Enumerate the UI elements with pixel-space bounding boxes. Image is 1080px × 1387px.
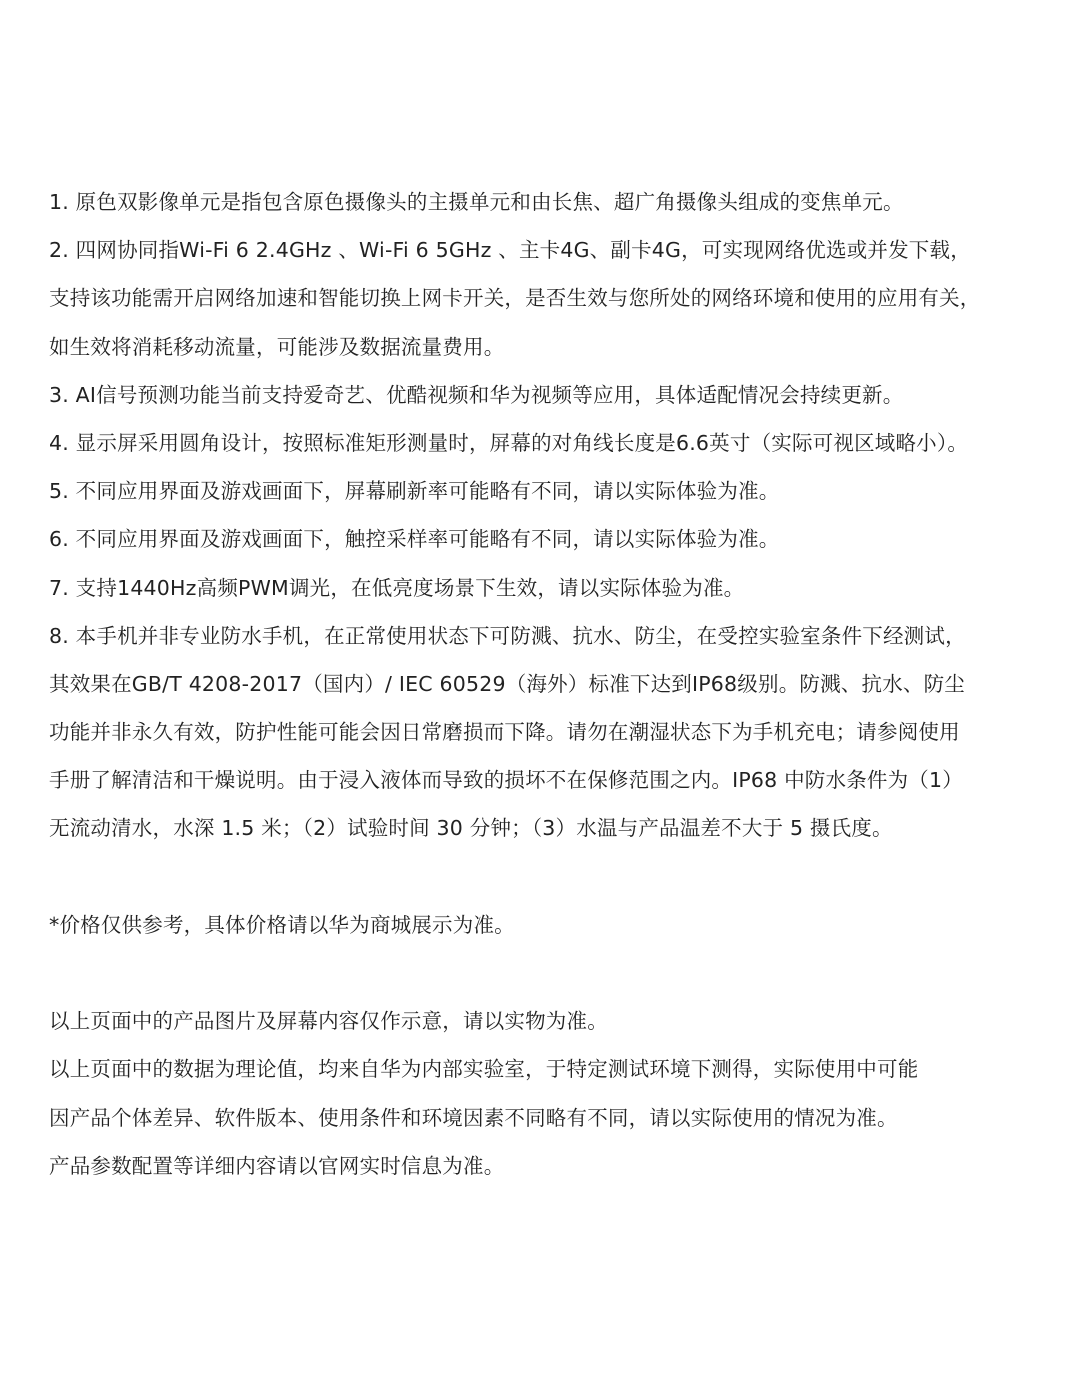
note-line: 支持该功能需开启网络加速和智能切换上网卡开关，是否生效与您所处的网络环境和使用的应用有关， (49, 286, 981, 311)
note-line: 7. 支持1440Hz高频PWM调光，在低亮度场景下生效，请以实际体验为准。 (49, 575, 745, 600)
disclaimer-line: 以上页面中的数据为理论值，均来自华为内部实验室，于特定测试环境下测得，实际使用中可能 (49, 1057, 919, 1082)
note-line: 8. 本手机并非专业防水手机，在正常使用状态下可防溅、抗水、防尘，在受控实验室条件下经测试， (49, 623, 966, 648)
note-line: 2. 四网协同指Wi-Fi 6 2.4GHz 、Wi-Fi 6 5GHz 、主卡4G、副卡4G，可实现网络优选或并发下载， (49, 238, 971, 263)
spacer (49, 949, 1049, 997)
note-line: 5. 不同应用界面及游戏画面下，屏幕刷新率可能略有不同，请以实际体验为准。 (49, 479, 780, 504)
spacer (49, 853, 1049, 901)
note-line: 无流动清水，水深 1.5 米；（2）试验时间 30 分钟；（3）水温与产品温差不大于 5 摄氏度。 (49, 816, 893, 841)
note-line: 6. 不同应用界面及游戏画面下，触控采样率可能略有不同，请以实际体验为准。 (49, 527, 780, 552)
note-line: 4. 显示屏采用圆角设计，按照标准矩形测量时，屏幕的对角线长度是6.6英寸（实际可视区域略小）。 (49, 430, 969, 455)
disclaimer-line: 产品参数配置等详细内容请以官网实时信息为准。 (49, 1153, 505, 1178)
footnotes-section (49, 178, 1049, 1190)
disclaimer-line: 因产品个体差异、软件版本、使用条件和环境因素不同略有不同，请以实际使用的情况为准。 (49, 1105, 898, 1130)
price-note: *价格仅供参考，具体价格请以华为商城展示为准。 (49, 912, 515, 937)
disclaimer-line: 以上页面中的产品图片及屏幕内容仅作示意，请以实物为准。 (49, 1009, 608, 1034)
note-line: 如生效将消耗移动流量，可能涉及数据流量费用。 (49, 334, 505, 359)
note-line: 3. AI信号预测功能当前支持爱奇艺、优酷视频和华为视频等应用，具体适配情况会持续更新。 (49, 382, 904, 407)
note-line: 其效果在GB/T 4208-2017（国内）/ IEC 60529（海外）标准下达到IP68级别。防溅、抗水、防尘 (49, 671, 965, 696)
note-line: 手册了解清洁和干燥说明。由于浸入液体而导致的损坏不在保修范围之内。IP68 中防水条件为（1） (49, 768, 963, 793)
note-line: 功能并非永久有效，防护性能可能会因日常磨损而下降。请勿在潮湿状态下为手机充电；请参阅使用 (49, 720, 960, 745)
note-line: 1. 原色双影像单元是指包含原色摄像头的主摄单元和由长焦、超广角摄像头组成的变焦单元。 (49, 190, 904, 214)
